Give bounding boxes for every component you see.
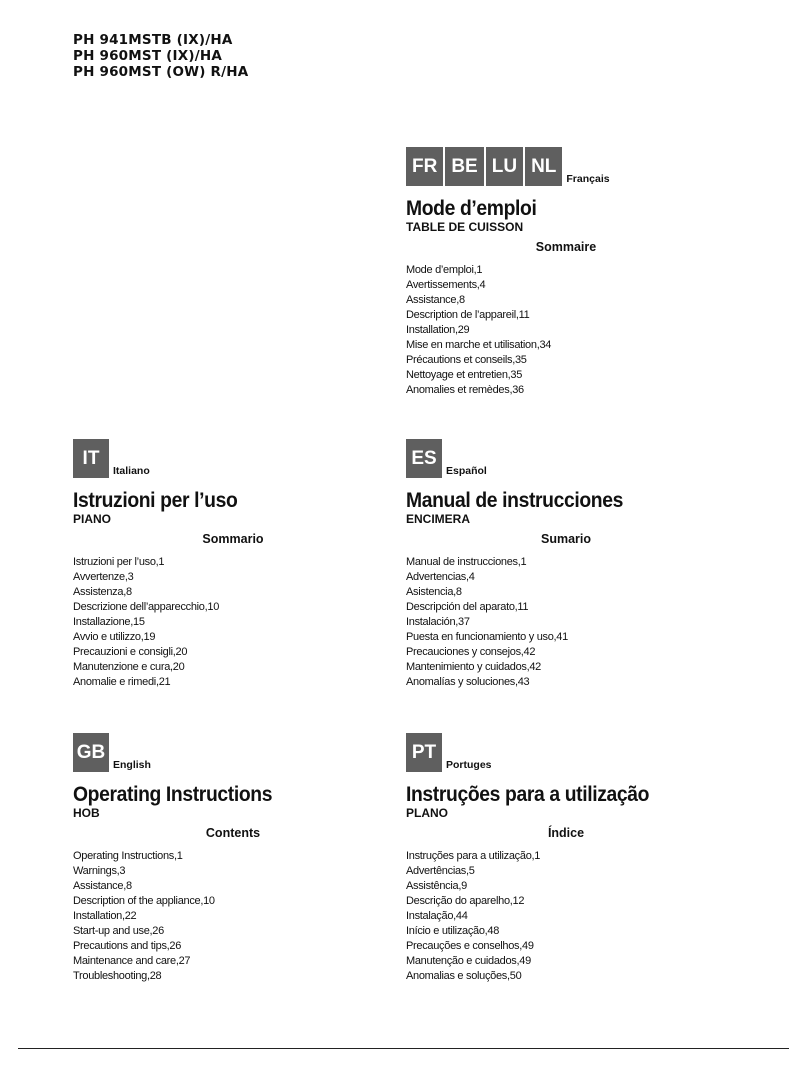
toc-item: Assistência,9 <box>406 880 467 892</box>
toc-item: Assistance,8 <box>406 294 465 306</box>
toc-heading: Contents <box>205 826 261 840</box>
toc-item: Istruzioni per l’uso,1 <box>73 556 165 568</box>
toc-item: Precautions and tips,26 <box>73 940 182 952</box>
toc-item: Manutenção e cuidados,49 <box>406 955 531 967</box>
section-it <box>73 439 433 690</box>
section-title: Operating Instructions <box>73 783 273 806</box>
toc-item: Anomalias e soluções,50 <box>406 970 522 982</box>
model-number: PH 960MST (OW) R/HA <box>73 64 249 80</box>
toc-item: Précautions et conseils,35 <box>406 354 527 366</box>
toc-item: Avvertenze,3 <box>73 571 134 583</box>
language-name: Portuges <box>446 759 492 771</box>
model-number: PH 960MST (IX)/HA <box>73 48 222 64</box>
toc-item: Description de l’appareil,11 <box>406 309 530 321</box>
model-numbers <box>73 32 248 80</box>
section-title: Istruzioni per l’uso <box>73 489 238 512</box>
toc-item: Installation,29 <box>406 324 470 336</box>
toc-item: Nettoyage et entretien,35 <box>406 369 523 381</box>
toc-list <box>406 849 766 984</box>
language-badge-es: ES <box>406 439 442 478</box>
language-badges <box>406 439 766 478</box>
section-subtitle: ENCIMERA <box>406 512 471 526</box>
toc-item: Descrição do aparelho,12 <box>406 895 525 907</box>
section-es <box>406 439 766 690</box>
footer-divider <box>18 1048 789 1049</box>
toc-item: Advertências,5 <box>406 865 475 877</box>
toc-item: Start-up and use,26 <box>73 925 164 937</box>
toc-list <box>406 555 766 690</box>
language-name: Français <box>566 173 610 185</box>
language-badges <box>73 439 433 478</box>
language-name: Español <box>446 465 487 477</box>
section-pt <box>406 733 766 984</box>
toc-item: Instalação,44 <box>406 910 468 922</box>
toc-item: Warnings,3 <box>73 865 126 877</box>
model-number: PH 941MSTB (IX)/HA <box>73 32 233 48</box>
toc-item: Precauzioni e consigli,20 <box>73 646 188 658</box>
toc-item: Avertissements,4 <box>406 279 486 291</box>
toc-list <box>73 555 433 690</box>
section-subtitle: HOB <box>73 806 100 820</box>
language-badge-fr: FR <box>406 147 443 186</box>
section-title: Instruções para a utilização <box>406 783 650 806</box>
toc-item: Troubleshooting,28 <box>73 970 162 982</box>
toc-item: Operating Instructions,1 <box>73 850 183 862</box>
toc-heading: Sommario <box>202 532 264 546</box>
toc-item: Precauciones y consejos,42 <box>406 646 536 658</box>
toc-item: Avvio e utilizzo,19 <box>73 631 156 643</box>
language-name: English <box>113 759 151 771</box>
section-title: Manual de instrucciones <box>406 489 623 512</box>
section-subtitle: PIANO <box>73 512 112 526</box>
toc-item: Anomalies et remèdes,36 <box>406 384 524 396</box>
language-badge-be: BE <box>445 147 483 186</box>
toc-item: Maintenance and care,27 <box>73 955 191 967</box>
toc-list <box>406 263 766 398</box>
language-badge-pt: PT <box>406 733 442 772</box>
toc-item: Asistencia,8 <box>406 586 462 598</box>
toc-item: Instalación,37 <box>406 616 470 628</box>
language-badge-lu: LU <box>486 147 523 186</box>
toc-item: Assistance,8 <box>73 880 132 892</box>
toc-item: Installation,22 <box>73 910 137 922</box>
toc-heading: Sumario <box>540 532 591 546</box>
toc-list <box>73 849 433 984</box>
section-subtitle: PLANO <box>406 806 448 820</box>
toc-item: Assistenza,8 <box>73 586 132 598</box>
language-badges <box>73 733 433 772</box>
language-badge-gb: GB <box>73 733 109 772</box>
section-title: Mode d’emploi <box>406 197 537 220</box>
toc-item: Descripción del aparato,11 <box>406 601 529 613</box>
toc-heading: Índice <box>547 826 585 840</box>
toc-item: Anomalías y soluciones,43 <box>406 676 530 688</box>
toc-item: Mise en marche et utilisation,34 <box>406 339 552 351</box>
language-badges <box>406 147 766 186</box>
language-badge-it: IT <box>73 439 109 478</box>
toc-item: Description of the appliance,10 <box>73 895 215 907</box>
section-fr <box>406 147 766 398</box>
language-badges <box>406 733 766 772</box>
section-gb <box>73 733 433 984</box>
section-subtitle: TABLE DE CUISSON <box>406 220 524 234</box>
toc-item: Puesta en funcionamiento y uso,41 <box>406 631 568 643</box>
language-name: Italiano <box>113 465 150 477</box>
toc-item: Manutenzione e cura,20 <box>73 661 185 673</box>
toc-item: Precauções e conselhos,49 <box>406 940 534 952</box>
toc-item: Mode d’emploi,1 <box>406 264 483 276</box>
language-badge-nl: NL <box>525 147 562 186</box>
toc-item: Advertencias,4 <box>406 571 475 583</box>
toc-item: Início e utilização,48 <box>406 925 500 937</box>
toc-item: Installazione,15 <box>73 616 145 628</box>
toc-item: Anomalie e rimedi,21 <box>73 676 171 688</box>
toc-item: Manual de instrucciones,1 <box>406 556 527 568</box>
toc-heading: Sommaire <box>535 240 597 254</box>
toc-item: Instruções para a utilização,1 <box>406 850 541 862</box>
toc-item: Descrizione dell’apparecchio,10 <box>73 601 220 613</box>
toc-item: Mantenimiento y cuidados,42 <box>406 661 541 673</box>
